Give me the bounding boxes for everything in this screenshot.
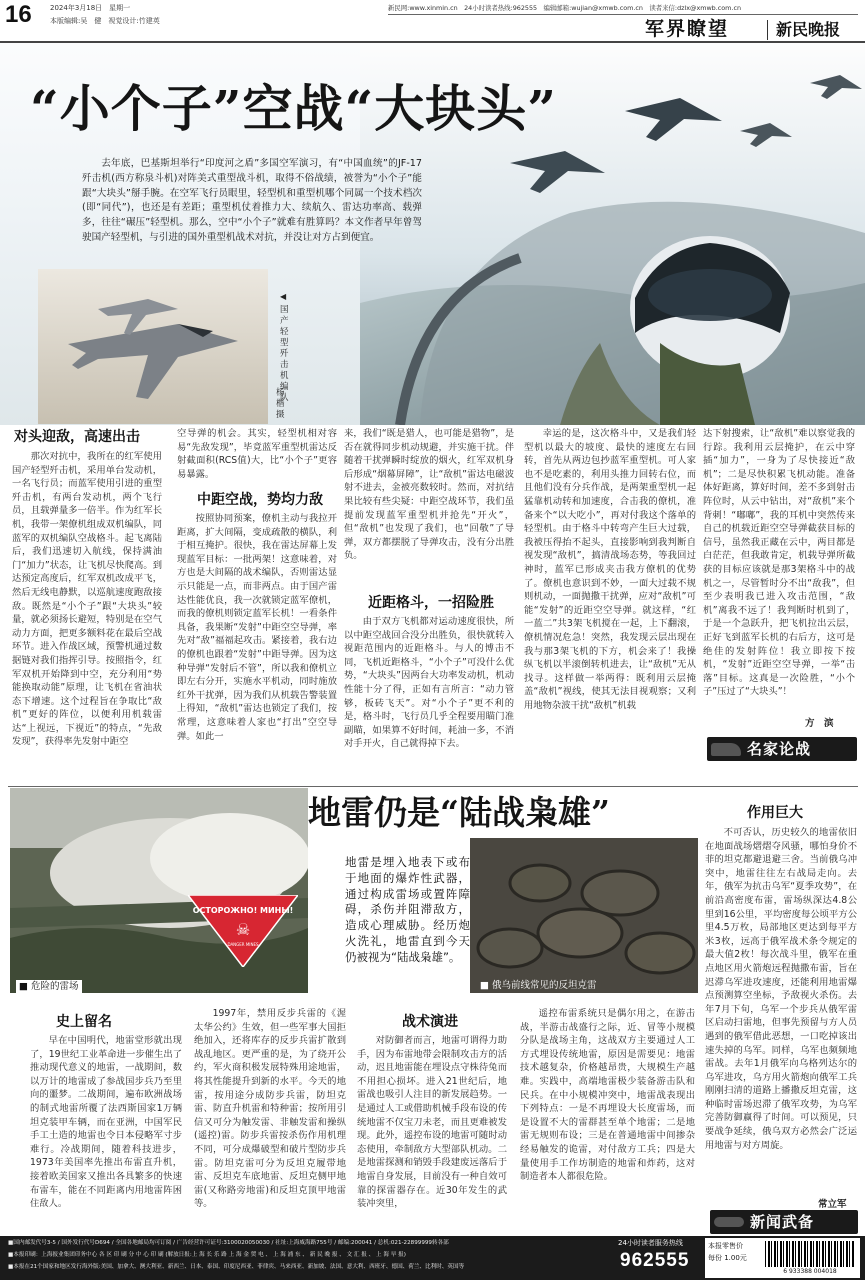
lead-col-1: 那次对抗中，我所在的红军使用国产轻型歼击机，采用单台发动机，一名飞行员；而蓝军使用引进的重型歼击机，有两台发动机，两个飞行员，且载弹量多一倍半。作为红军长机，我带一架僚机组成双机编队，同蓝军的双机编队空战格斗。起飞离陆后，我们迅速切入航线，保持满油门“加力”状态，让飞机尽快爬高。到达预定高度后，红军双机改成平飞，然后无线电静默，以巡航速度跑敌接敌。既然是“小个子”跟“大块头”较量，就必须扬长避短，特别是在空气动力方面，把更多额料花在最后空战环节。进入作战区域，预警机通过数据链对我们指挥引导。按照指令，红军双机开始降到中空，充分利用“势能换取动能”原理，让飞机在省油状态下增速。这个过程旨在争取比“敌机”更好的阵位，以便利用机载雷达“上视远，下视近”的特点，“先敌发现”，获得率先发射中距空: [12, 451, 162, 748]
lead-headline: “小个子”空战“大块头”: [30, 79, 558, 138]
sign-text: ОСТОРОЖНО! МИНЫ!: [192, 906, 294, 915]
footer: [0, 1236, 865, 1280]
badge-famous-commentary: [707, 737, 857, 761]
header-divider: [767, 20, 768, 40]
mines-photo-2: [470, 838, 698, 993]
mines-col-5: 不可否认，历史较久的地雷依旧在地面战场熠熠夺风骚，哪怕身价不菲的坦克都避退避三舍。当前俄乌冲突中，地雷往往左右战局走向。去年，俄军为抗击乌军“夏季攻势”，在前沿高密度布雷，雷场纵深达4.8公里到16公里，平均密度每公顷平方公里4.5万枚，局部地区更达到每平方米3枚，远高于俄军战术条令规定的最大值2枚！每次战斗里，俄军在重点地区用火箭炮远程抛撒布雷，旨在迟滞乌军进攻速度，还能利用地雷爆点预测算空坐标，予敌视火杀伤。去年7月下旬，乌军一个步兵从俄军雷区启动扫雷地，但事先预留与方人员遇到的俄军借此恶想，一口吃掉该出速失掉的乌军。同样，乌军也频频地雷战。去年1月俄军向乌格列达尔的乌军进攻，乌方用火箭炮向俄军工兵刚刚扫清的道路上播撒反坦克雷，这种临时雷场迟滞了俄军攻势，为乌军完善防御赢得了时间。可以预见，只要战争延续，俄乌双方必然会广泛运用地雷与对方周旋。: [705, 827, 857, 1151]
lead-col-3b: 由于双方飞机都对运动速度很快，所以中距空战回合没分出胜负，很快就转入视距范围内的近距格斗。与人的博击不同，飞机近距格斗，“小个子”可没什么优势，“大块头”因两台大功率发动机，机动性能十分了得，正如有言所言：“动力管够，板砖飞天”。对“小个子”更不利的是，格斗时，飞行员几乎全程要用瞄门准副瞄，如果算不好时间，耗油一多，不消对手开火，自己就得掉下去。: [344, 616, 514, 750]
footer-line-3: ■本报在21个国家和地区发行海外版:美国、加拿大、澳大利亚、新西兰、日本、泰国、印度尼西亚、菲律宾、马来西亚、新加坡、法国、意大利、西班牙、德国、荷兰、比利时、英国等: [8, 1264, 465, 1270]
lead-hero: [0, 43, 865, 425]
barcode-number: 6 933388 004018: [783, 1268, 837, 1275]
lead-col-2b: 按照协同预案，僚机主动与我拉开距离，扩大间隔，变成疏散的横队，利于相互掩护。很快，我在雷达屏幕上发现蓝军目标：一批两架！这意味着，对方也是大间隔的战术编队，否则雷达显示只能是一点，而非两点。由于国产雷达性能优良，我一次就锁定蓝军僚机，而我的僚机则锁定蓝军长机！一看条件具备，我果断“发射”中距空空导弹，率先对“敌”福福起攻击。紧接着，我右边的僚机也跟着“发射”中距导弹。因为这种导弹“发射后不管”，所以我和僚机立即左右分开，实施水平机动，同时施放红外干扰弹，因为我们从机载告警装置上得知，“敌机”雷达也锁定了我们，按常理，这意味着人家也“打出”空空导弹。如此一: [177, 513, 337, 742]
photo1-caption: 危险的雷场: [31, 981, 79, 992]
price-label: 本报零售价: [708, 1242, 743, 1250]
caption-arrow-icon: ◀: [280, 292, 287, 301]
author-byline-1: 方 滨: [805, 718, 834, 729]
page-header: [0, 0, 865, 40]
sign-small-text: DANGER MINES: [227, 942, 259, 947]
lead-col-2a: 空导弹的机会。其实，轻型机相对容易“先敌发现”，毕竟蓝军重型机雷达反射截面积(RCS值)大，比“小个子”更容易暴露。: [177, 428, 337, 480]
caption-square-icon: ■: [19, 981, 31, 992]
helicopter-icon: [714, 1217, 744, 1227]
photo2-caption-box: [480, 980, 597, 992]
badge-news-weapons: [710, 1210, 858, 1234]
author-byline-2: 常立军: [818, 1199, 847, 1210]
contact-line: 新民网:www.xinmin.cn 24小时读者热线:962555 编辑邮箱:wujian@xmwb.com.cn 读者来信:dzlx@xmwb.com.cn: [388, 4, 742, 12]
caption-square-icon-2: ■: [480, 980, 492, 991]
mines-subhead-3: 作用巨大: [747, 805, 803, 821]
mines-col-3: 对防御者而言，地雷可谓得力助手，因为布雷地带会限制攻击方的活动，迟且地雷能在埋设点守株待兔而不用担心损坏。进入21世纪后，地雷战也吸引人注目的新发展趋势。一是通过人工或借助机械手段布设的传统地雷不仅宝刀未老，而且更难被发现。此外，遥控布设的地雷可随时动态使用，牵制敌方大型部队机动。二是地雷探测和销毁手段建废远落后于地雷自身发展，目前没有一种自效可靠的探雷器存在。近30年发生的武装冲突里，: [357, 1035, 507, 1210]
antitank-mines-photo: [470, 838, 698, 993]
subhead-2: 中距空战，势均力敌: [197, 492, 323, 508]
lead-intro: 去年底，巴基斯坦举行“印度河之盾”多国空军演习，有“中国血统”的JF-17歼击机(西方称泉斗机)对阵美式重型战斗机，取得不俗战绩，被誉为“小个子”能跟“大块头”掰手腕。在空军飞行员眼里，轻型机和重型机哪个同属一个技术档次(即“同代”)，也还是有差距；重型机仗着推力大、续航久、雷达功率高、载弹多，往往“碾压”轻型机。那么，空中“小个子”就难有胜算吗？本文作者早年曾驾驶国产轻型机，与引进的国外重型机战术对抗，并没让对方占到便宜。: [82, 158, 422, 243]
photo-caption: 国产轻型歼击机编队: [280, 305, 289, 403]
warning-sign: [188, 895, 298, 967]
mines-col-2: 1997年，禁用反步兵雷的《渥太华公约》生效，但一些军事大国拒绝加入，还将库存的反步兵雷扩散到战乱地区。更严重的是，为了绕开公约，军火商积极发展特殊用途地雷，将其性能提升到新的水平。今天的地雷，按用途分成防步兵雷，防坦克雷、防直升机雷和特种雷；按所用引信又可分为触发雷、非触发雷和操纵(遥控)雷。防步兵雷按杀伤作用机理不同，可分成爆破型和破片型防步兵雷。防坦克雷可分为反坦克履带地雷、反坦克车底地雷、反坦克侧甲地雷(又称路旁地雷)和反坦克顶甲地雷等。: [194, 1008, 346, 1210]
section-title: 军界瞭望: [645, 18, 730, 40]
photographer-credit-inline: 杨 楷 摄: [276, 388, 294, 420]
photo2-caption: 俄乌前线常见的反坦克雷: [492, 980, 597, 991]
paper-name: 新民晚报: [776, 20, 841, 39]
header-rule: [388, 14, 858, 15]
page-number: 16: [5, 1, 32, 28]
hotline-number: 962555: [620, 1250, 690, 1271]
light-fighter-photo: [38, 269, 268, 424]
editor-credits: 本版编辑:吴 健 视觉设计:竹建英: [50, 17, 160, 25]
footer-line-2: ■本报印刷：上海报业集团印务中心 各 区 印 刷 分 中 心 印 刷 (解放日报:上 海 长 乐 路 上 海 金 贸 电 、 上 海 浦 东 、 新 民 晚 报 、 文 汇 报 、 上 海 早 报): [8, 1252, 406, 1258]
skull-icon: ☠: [235, 920, 251, 939]
mines-col-4: 遥控布雷系统只是偶尔用之，在游击战，半游击战盛行之际，近、冒等小规模分队是战场主角，这战双方主要通过人工方式埋设传统地雷，原因是需要见：地雷技术越复杂，价格越昂贵，大规模生产越难。实践中，高端地雷极少装备游击队和民兵。在中小规模冲突中，地雷战表现出下列特点：一是不再埋设大长度雷场，而是设置不大的雷群甚至单个地雷；二是地雷无规则布设；三是在普通地雷中间掺杂经易触发的诡雷，对付敌方工兵；四是大量使用手工作坊制造的地雷和炸药，这对制造者本人都很危险。: [520, 1008, 695, 1183]
footer-line-1: ■国内邮发代号3-5 / 国外发行代号D694 / 全国各地邮局均可订阅 / 广告经营许可证号:3100020050030 / 社址:上海威海路755号 / 邮编:200041 / 总机:021-22899999转各部: [8, 1240, 449, 1246]
mines-subhead-2: 战术演进: [402, 1014, 458, 1030]
subhead-3: 近距格斗，一招险胜: [368, 595, 494, 611]
mines-subhead-1: 史上留名: [56, 1014, 112, 1030]
tank-icon: [711, 743, 741, 756]
lead-body: [0, 425, 865, 762]
photo1-caption-box: [16, 980, 82, 994]
article-separator: [8, 786, 858, 787]
badge-label-1: 名家论战: [747, 740, 812, 758]
price-box: [705, 1238, 860, 1278]
badge-label-2: 新闻武备: [750, 1213, 815, 1231]
mines-headline: 地雷仍是“陆战枭雄”: [308, 793, 610, 832]
issue-date: 2024年3月18日 星期一: [50, 4, 131, 12]
mines-col-1: 早在中国明代，地雷堂形就出现了，19世纪工业革命进一步催生出了推动现代意义的地雷，一战期间，数以万计的地雷成了参战国步兵乃至里向的噩梦。二战期间，遍布欧洲战场的制式地雷所覆了法西斯国家1万辆坦克装甲车辆，而在亚洲，中国军民手工土造的地雷也令日本侵略军寸步难行。冷战期间，随着科技进步，1973年美国率先推出布雷直升机，接着欧美国家又推出各具繁多的快速布雷车，能在不同距离内用地雷阵困住敌人。: [30, 1035, 182, 1210]
mines-summary: 地雷是埋入地表下或布于地面的爆炸性武器，通过构成雷场或置阵障碍，杀伤并阻滞敌方，造成心理威胁。经历炮火洗礼，地雷直到今天仍被视为“陆战枭雄”。: [345, 855, 470, 964]
lead-col-5: 达下射搜索，让“敌机”难以察觉我的行踪。我利用云层掩护，在云中穿插“加力”，一身为了尽快接近“敌机”；二是尽快积累飞机动能。准备体好距离，算好时间，差不多到射击阵位时，从云中钻出，对“敌机”来个背刺！“嘟嘟”，我的耳机中突然传来自己的机载近距空空导弹截获目标的信号，虽然我正藏在云中，两目都是白茫茫，但我敢肯定，机载导弹所截获的目标应该就是那3架格斗中的战机之一，尽管暂时分不出“敌我”，但至少表明我已进入攻击范围，“敌机”离我不远了！我判断时机到了，于是一个急跃升，把飞机拉出云层，正好飞到蓝军长机的右后方，这可是绝佳的发射阵位！我立即按下按机，“发射”近距空空导弹，一举“击落”目标。这真是一次险胜，“小个子”压过了“大块头”！: [703, 428, 855, 698]
lead-col-3a: 来，我们“既是猎人，也可能是猎物”，是否在就得同步机动规避，并实施干扰。伴随着干扰弹瞬时绽放的烟火，红军双机身后形成“烟幕屏障”，让“敌机”雷达电磁波射不进去，金被亮数较时。然而，对抗结果比较有些尖疑：中距空战环节，我们虽提前发现蓝军重型机并抢先“开火”，但“敌机”也发现了我们，也“回敬”了导弹，双方都摆脱了导弹攻击，没有分出胜负。: [344, 428, 514, 562]
price-value: 每份 1.00元: [708, 1254, 747, 1262]
subhead-1: 对头迎敌，高速出击: [14, 429, 140, 445]
barcode: [765, 1241, 855, 1267]
hotline-label: 24小时读者服务热线: [618, 1239, 683, 1247]
lead-col-4: 幸运的是，这次格斗中，又是我们轻型机以最大的坡度、最快的速度左右回转，首先从两边包抄蓝军重型机。可人家也不是吃素的，利用头推力回转右位，而且他们没有分兵作战，是两架重型机一起猛靠机动转和加速度，合击我的僚机，准备来个“以大吃小”，再对付我这个落单的轻型机。由于格斗中转弯产生巨大过载，我被压得抬不起头，直接影响到我判断自视发现“敌机”，搞清战场态势，等我回过神时，蓝军已形成夹击我方僚机的优势了。僚机也意识到不妙，一面大过载不规则机动，一面抛撒干扰弹，应对“敌机”可能“发射”的近距空空导弹。就这样，“红一蓝二”共3架飞机搅在一起，上下翻滚，僚机情况危急！突然，我发现云层出现在我与那3架飞机的下方，机会来了！我操纵飞机以半滚倒转机进去，让“敌机”无从找寻。这样做一举两得：既利用云层掩盖“敌机”视线，使其无法目视观察；又利用地物杂波干扰“敌机”机载: [524, 428, 696, 711]
